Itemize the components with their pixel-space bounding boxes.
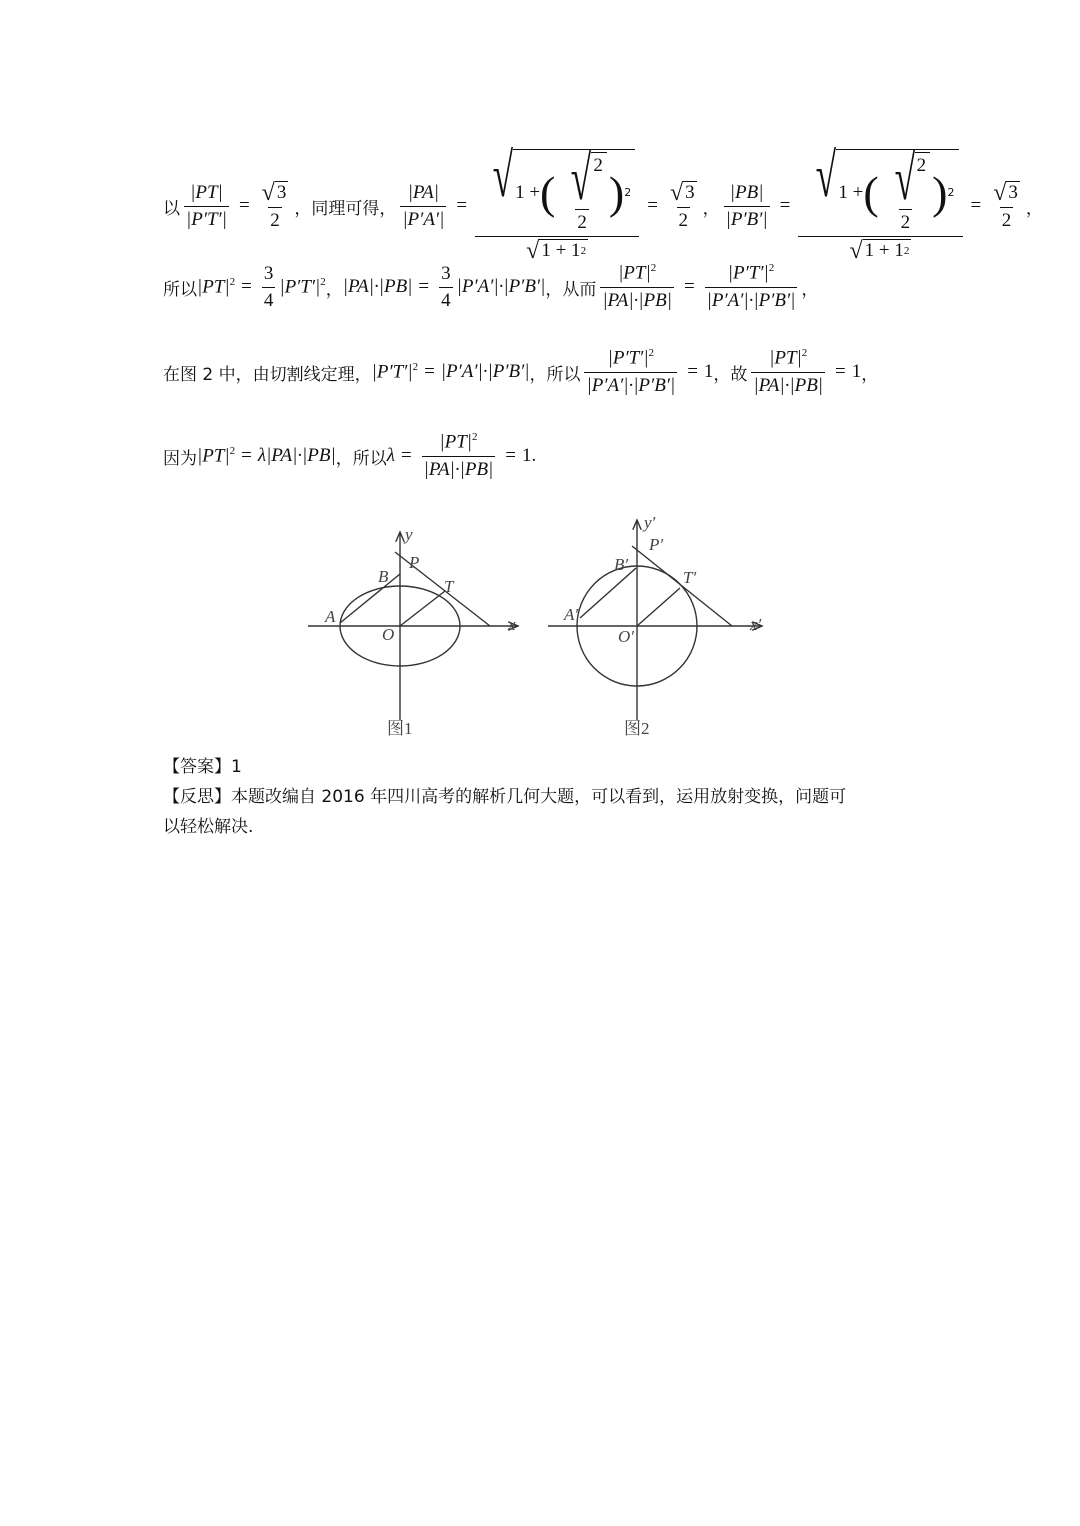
label-P: P (409, 553, 420, 572)
label-B-prime: B′ (614, 555, 629, 574)
numerator: |PT| (190, 181, 223, 203)
answer-text: 【答案】1 (163, 757, 242, 777)
fraction-pb-ratio: $\frac{|PB|}{|P'B'|}$ (725, 181, 768, 230)
reflection-line-2: 以轻松解决. (163, 817, 254, 837)
geometry-figures (300, 510, 780, 745)
label-O: O (382, 625, 395, 644)
fraction-pa-ratio: $\frac{|PA|}{|P'A'|}$ (402, 181, 445, 230)
label-O-prime: O′ (618, 627, 634, 646)
label-x: x (508, 615, 516, 634)
label-y: y (405, 525, 413, 544)
label-T: T (444, 577, 454, 596)
fraction-pt-ratio (184, 182, 229, 231)
equation-line-4: 因为 $|PT|^2$ = λ|PA|·|PB| ，所以 λ = $\frac{|PT|^2}{|PA|\cdot|PB|}$ = 1 . (163, 431, 537, 480)
label-A-prime: A′ (564, 605, 579, 624)
text-comma: ，同理可得， (294, 198, 397, 219)
equation-line-3: 在图 2 中，由切割线定理， $|P'T'|^2$ = |P′A′|·|P′B′| ，所以 $\frac{|P'T'|^2}{|P'A'|\cdot|P'B'|}$ = 1 ，故 $\frac{|PT|^2}{|PA|\cdot|PB|}$ = 1 ， (163, 347, 879, 396)
fraction-big-sqrt-1: √ 1 + ( √ 2 2 ) 2 √ 1 + 1 2 (477, 149, 637, 264)
caption-figure-2: 图2 (624, 719, 650, 738)
caption-figure-1: 图1 (387, 719, 413, 738)
label-B: B (378, 567, 389, 586)
equation-line-1: 以 $\frac{|PT|}{|P'T'|}$ = √ 3 2 ，同理可得， $\frac{|PA|}{|P'A'|}$ = √ 1 + ( √ 2 2 ) 2 √ 1 + 1 2 = √ 3 2 ， $\frac{|PB|}{|P'B'|}$ = √ 1 + ( √ 2 2 ) 2 √ 1 + 1 2 = √ 3 2 ， (163, 141, 1043, 265)
label-A: A (325, 607, 336, 626)
label-T-prime: T′ (683, 568, 697, 587)
fraction-sqrt3-over-2: √ 3 2 (261, 179, 287, 231)
text-prefix: 以 (163, 198, 180, 219)
label-y-prime: y′ (644, 513, 656, 532)
reflection-line-1: 【反思】本题改编自 2016 年四川高考的解析几何大题，可以看到，运用放射变换，问题可 (163, 787, 847, 807)
fraction-big-sqrt-2: √ 1 + ( √ 2 2 ) 2 √ 1 + 1 2 (800, 149, 960, 264)
label-P-prime: P′ (649, 535, 664, 554)
denominator: |P′T′| (184, 206, 229, 231)
equation-line-2: 所以 $|PT|^2$ = $\frac{3}{4}$ $|P'T'|^2$ ， |PA|·|PB| = $\frac{3}{4}$ |P′A′|·|P′B′| ，从而 $\frac{|PT|^2}{|PA|\cdot|PB|}$ = $\frac{|P'T'|^2}{|P'A'|\cdot|P'B'|}$ ， (163, 262, 819, 311)
label-x-prime: x′ (750, 615, 762, 634)
